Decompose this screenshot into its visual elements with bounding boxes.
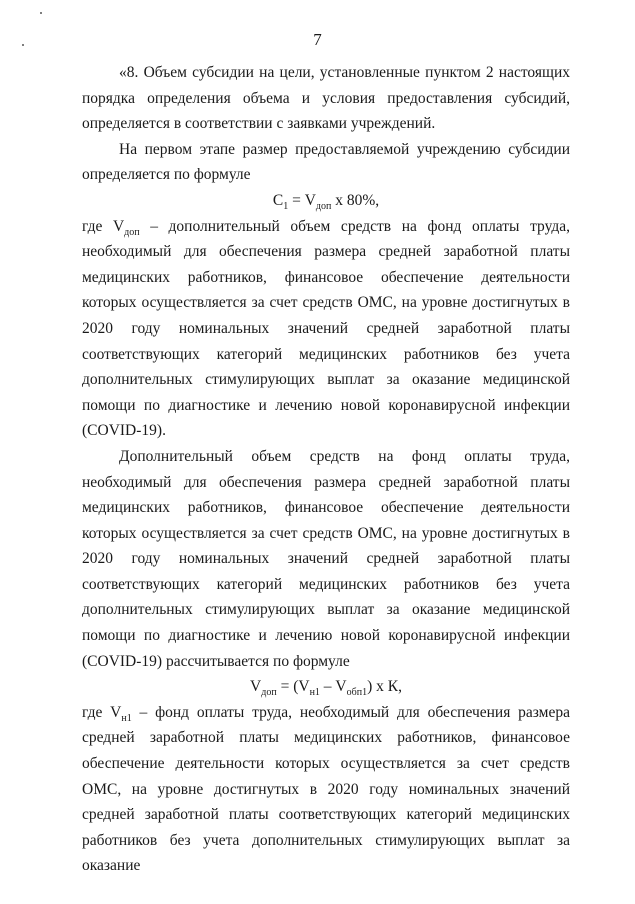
formula-c1: $С_1 = V_{доп}$ х 80%, (272, 191, 380, 213)
paragraph-vn1-definition: где $V_{н1}$ – фонд оплаты труда, необходимый для обеспечения размера средней заработной платы медицинских работников, финансовое обеспечение деятельности которых осуществляется за счет средств ОМС, на уровне достигнутых в 2020 году номинальных значений средней заработной платы соответствующих категорий медицинских работников без учета дополнительных стимулирующих выплат за оказание (82, 703, 571, 875)
scan-speck (40, 12, 42, 14)
page-number: 7 (313, 30, 322, 49)
paragraph-first-stage: На первом этапе размер предоставляемой учреждению субсидии определяется по формуле (82, 140, 570, 184)
paragraph-subsidy-volume: «8. Объем субсидии на цели, установленные пунктом 2 настоящих порядка определения объема и условия предоставления субсидий, определяется в соответствии с заявками учреждений. (82, 64, 570, 133)
paragraph-vdop-definition: где $V_{доп}$ – дополнительный объем средств на фонд оплаты труда, необходимый для обеспечения размера средней заработной платы медицинских работников, финансовое обеспечение деятельности которых осуществляется за счет средств ОМС, на уровне достигнутых в 2020 году номинальных значений средней заработной платы соответствующих категорий медицинских работников без учета дополнительных стимулирующих выплат за оказание медицинской помощи по диагностике и лечению новой коронавирусной инфекции (COVID-19). (82, 217, 570, 440)
document-body (82, 60, 570, 879)
formula-vdop: $V_{доп} = (V_{н1} - V_{обп1})$ х К, (250, 678, 402, 699)
paragraph-additional-volume: Дополнительный объем средств на фонд оплаты труда, необходимый для обеспечения размера средней заработной платы медицинских работников, финансовое обеспечение деятельности которых осуществляется за счет средств ОМС, на уровне достигнутых в 2020 году номинальных значений средней заработной платы соответствующих категорий медицинских работников без учета дополнительных стимулирующих выплат за оказание медицинской помощи по диагностике и лечению новой коронавирусной инфекции (COVID-19) рассчитывается по формуле (82, 447, 570, 670)
